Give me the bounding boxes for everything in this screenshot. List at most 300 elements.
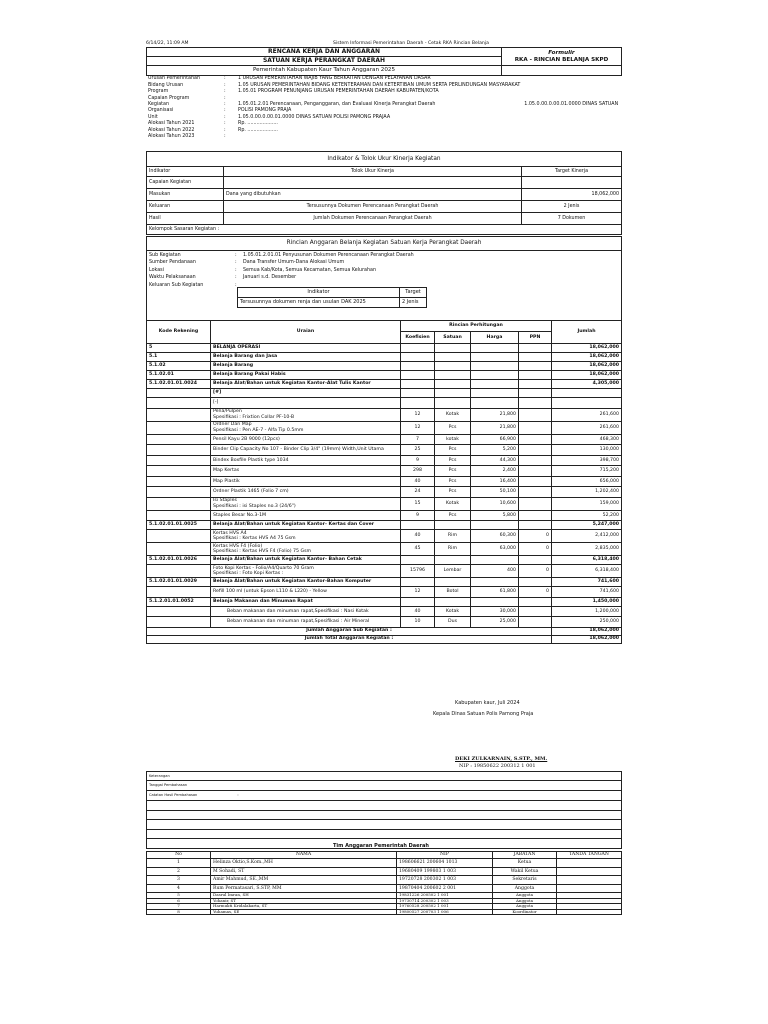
satuan bbox=[435, 389, 471, 398]
budget-row bbox=[147, 597, 622, 606]
rincian-label: Keluaran Sub Kegiatan bbox=[149, 282, 204, 288]
koefisien bbox=[401, 597, 435, 606]
koefisien bbox=[401, 353, 435, 362]
budget-row bbox=[147, 421, 622, 434]
satuan: Pcs bbox=[435, 476, 471, 487]
harga bbox=[471, 521, 519, 530]
header-kode: Kode Rekening bbox=[147, 321, 211, 344]
harga bbox=[471, 398, 519, 409]
jumlah bbox=[552, 389, 622, 398]
koefisien bbox=[401, 556, 435, 565]
kode-rekening: 5.1.02.01 bbox=[147, 371, 211, 380]
ppn bbox=[519, 521, 552, 530]
team-no: 2 bbox=[147, 867, 211, 876]
ppn: 0 bbox=[519, 565, 552, 578]
satuan: Kotak bbox=[435, 408, 471, 421]
header-ppn: PPN bbox=[519, 332, 552, 344]
kode-rekening bbox=[147, 445, 211, 456]
team-tanda-tangan bbox=[557, 859, 622, 868]
kode-rekening: 5.1.02.01.01.0025 bbox=[147, 521, 211, 530]
ppn bbox=[519, 408, 552, 421]
harga bbox=[471, 389, 519, 398]
ppn bbox=[519, 362, 552, 371]
koefisien: 9 bbox=[401, 455, 435, 466]
rincian-separator: : bbox=[235, 267, 237, 273]
indikator-row bbox=[147, 189, 622, 201]
sub-indikator-value: Tersusunnya dokumen renja dan usulan DAK 2025 bbox=[238, 298, 400, 308]
uraian: Belanja Makanan dan Minuman Rapat bbox=[211, 597, 401, 606]
jumlah: 741,600 bbox=[552, 587, 622, 598]
koefisien bbox=[401, 398, 435, 409]
team-nip: 19831226 200502 1 001 bbox=[397, 893, 493, 899]
indikator-name: Keluaran bbox=[147, 201, 224, 213]
info-label: Alokasi Tahun 2021 bbox=[148, 121, 195, 127]
kode-rekening bbox=[147, 389, 211, 398]
team-nip: 19800527 200703 1 006 bbox=[397, 909, 493, 915]
indikator-row bbox=[147, 213, 622, 225]
uraian: Ordner Plastik 1465 (Folio 7 cm) bbox=[211, 487, 401, 498]
budget-row bbox=[147, 510, 622, 521]
budget-row bbox=[147, 521, 622, 530]
harga bbox=[471, 344, 519, 353]
info-value: 1.05.01.2.01 Perencanaan, Penganggaran, dan Evaluasi Kinerja Perangkat Daerah bbox=[238, 102, 436, 107]
total-label: Jumlah Total Anggaran Kegiatan : bbox=[147, 635, 552, 643]
form-label: Formulir bbox=[548, 50, 575, 57]
harga: 21,800 bbox=[471, 421, 519, 434]
indikator-tolok-ukur: Jumlah Dokumen Perencanaan Perangkat Daerah bbox=[224, 213, 522, 225]
rincian-value: Semua Kab/Kota, Semua Kecamatan, Semua Kelurahan bbox=[243, 267, 377, 273]
budget-row bbox=[147, 606, 622, 617]
ppn bbox=[519, 476, 552, 487]
rincian-value: Januari s.d. Desember bbox=[243, 275, 297, 281]
jumlah: 261,600 bbox=[552, 408, 622, 421]
jumlah: 2,835,000 bbox=[552, 543, 622, 556]
kode-rekening bbox=[147, 487, 211, 498]
jumlah: 1,202,400 bbox=[552, 487, 622, 498]
harga bbox=[471, 380, 519, 389]
rincian-field bbox=[147, 260, 416, 268]
team-nip: 198606621 200604 1013 bbox=[397, 859, 493, 868]
info-separator: : bbox=[224, 95, 226, 101]
team-jabatan: Ketua bbox=[493, 859, 557, 868]
harga: 16,400 bbox=[471, 476, 519, 487]
uraian: Map Kertas bbox=[211, 466, 401, 477]
team-nama: Dasrul Imran, SH bbox=[211, 893, 397, 899]
satuan: Pcs bbox=[435, 455, 471, 466]
team-row bbox=[147, 884, 622, 893]
uraian: Belanja Barang Pakai Habis bbox=[211, 371, 401, 380]
header-harga: Harga bbox=[471, 332, 519, 344]
signature-place-date: Kabupaten kaur, Juli 2024 bbox=[455, 700, 520, 706]
uraian: Belanja Alat/Bahan untuk Kegiatan Kantor- Bahan Cetak bbox=[211, 556, 401, 565]
info-row bbox=[146, 134, 622, 140]
satuan: Pcs bbox=[435, 487, 471, 498]
budget-row bbox=[147, 434, 622, 445]
uraian: Staples Besar No.3-1M bbox=[211, 510, 401, 521]
team-row bbox=[147, 867, 622, 876]
info-label: Alokasi Tahun 2023 bbox=[148, 133, 195, 139]
harga: 50,100 bbox=[471, 487, 519, 498]
notes-blank-row bbox=[147, 820, 622, 830]
budget-row bbox=[147, 466, 622, 477]
budget-row bbox=[147, 362, 622, 371]
rincian-label: Sumber Pendanaan bbox=[149, 260, 196, 266]
info-value: 1.05.0.00.0.00.01.0000 DINAS SATUAN POLISI PAMONG PRAJAA bbox=[238, 114, 391, 120]
satuan: Rim bbox=[435, 530, 471, 543]
budget-row bbox=[147, 389, 622, 398]
indikator-tolok-ukur: Tersusunnya Dokumen Perencanaan Perangkat Daerah bbox=[224, 201, 522, 213]
info-block bbox=[146, 76, 622, 140]
team-nip: 19870404 200602 2 001 bbox=[397, 884, 493, 893]
info-separator: : bbox=[224, 82, 226, 88]
indikator-header-col: Tolok Ukur Kinerja bbox=[224, 167, 522, 177]
harga: 30,000 bbox=[471, 606, 519, 617]
budget-row bbox=[147, 556, 622, 565]
jumlah: 656,000 bbox=[552, 476, 622, 487]
harga: 21,800 bbox=[471, 408, 519, 421]
satuan bbox=[435, 578, 471, 587]
koefisien: 24 bbox=[401, 487, 435, 498]
notes-keterangan: Keterangan bbox=[147, 772, 622, 781]
notes-blank-row bbox=[147, 801, 622, 811]
ppn bbox=[519, 398, 552, 409]
budget-row bbox=[147, 578, 622, 587]
satuan bbox=[435, 556, 471, 565]
harga: 2,400 bbox=[471, 466, 519, 477]
info-separator: : bbox=[224, 114, 226, 120]
indikator-target: 2 Jenis bbox=[522, 201, 622, 213]
team-header: NIP bbox=[397, 852, 493, 859]
info-label: Bidang Urusan bbox=[148, 82, 184, 88]
rincian-separator: : bbox=[235, 252, 237, 258]
info-separator: : bbox=[224, 121, 226, 127]
notes-colon: : bbox=[237, 793, 239, 798]
budget-table bbox=[146, 320, 622, 644]
ppn bbox=[519, 434, 552, 445]
ppn bbox=[519, 466, 552, 477]
budget-row bbox=[147, 497, 622, 510]
info-separator: : bbox=[224, 108, 226, 114]
ppn: 0 bbox=[519, 587, 552, 598]
harga: 63,000 bbox=[471, 543, 519, 556]
team-nama: Harmukti Kridalakarta, ST bbox=[211, 904, 397, 910]
uraian: [-] bbox=[211, 398, 401, 409]
jumlah: 18,062,000 bbox=[552, 353, 622, 362]
kode-rekening bbox=[147, 565, 211, 578]
ppn bbox=[519, 617, 552, 628]
satuan: Kotak bbox=[435, 606, 471, 617]
koefisien bbox=[401, 578, 435, 587]
koefisien bbox=[401, 371, 435, 380]
notes-tanggal: Tanggal Pembahasan bbox=[147, 781, 622, 791]
kode-rekening bbox=[147, 543, 211, 556]
uraian: Pensil Kayu 2B 9000 (12pcs) bbox=[211, 434, 401, 445]
team-no: 4 bbox=[147, 884, 211, 893]
uraian: BELANJA OPERASI bbox=[211, 344, 401, 353]
header-koefisien: Koefisien bbox=[401, 332, 435, 344]
info-value: 1 URUSAN PEMERINTAHAN WAJIB YANG BERKAITAN DENGAN PELAYANAN DASAR bbox=[238, 76, 431, 82]
title-line-2: SATUAN KERJA PERANGKAT DAERAH bbox=[147, 57, 502, 66]
harga bbox=[471, 556, 519, 565]
team-jabatan: Koordinator bbox=[493, 909, 557, 915]
kode-rekening bbox=[147, 398, 211, 409]
koefisien bbox=[401, 389, 435, 398]
indikator-tolok-ukur: Dana yang dibutuhkan bbox=[224, 189, 522, 201]
title-block bbox=[146, 47, 622, 76]
jumlah: 5,247,000 bbox=[552, 521, 622, 530]
satuan bbox=[435, 362, 471, 371]
budget-row bbox=[147, 353, 622, 362]
budget-row bbox=[147, 408, 622, 421]
uraian: Belanja Alat/Bahan untuk Kegiatan Kantor-Bahan Komputer bbox=[211, 578, 401, 587]
title-line-1: RENCANA KERJA DAN ANGGARAN bbox=[147, 48, 502, 57]
team-row bbox=[147, 909, 622, 915]
info-separator: : bbox=[224, 127, 226, 133]
budget-row bbox=[147, 445, 622, 456]
info-extra: 1.05.0.00.0.00.01.0000 DINAS SATUAN bbox=[524, 102, 619, 107]
indikator-title: Indikator & Tolok Ukur Kinerja Kegiatan bbox=[147, 152, 622, 167]
ppn bbox=[519, 353, 552, 362]
indikator-row bbox=[147, 201, 622, 213]
kode-rekening bbox=[147, 434, 211, 445]
uraian: Belanja Barang dan Jasa bbox=[211, 353, 401, 362]
jumlah: 250,000 bbox=[552, 617, 622, 628]
jumlah: 18,062,000 bbox=[552, 371, 622, 380]
team-no: 7 bbox=[147, 904, 211, 910]
budget-row bbox=[147, 587, 622, 598]
team-nama: Rum Permatasari, S.STP, MM bbox=[211, 884, 397, 893]
info-label: Alokasi Tahun 2022 bbox=[148, 127, 195, 133]
satuan bbox=[435, 597, 471, 606]
koefisien: 40 bbox=[401, 606, 435, 617]
info-label: Organisasi bbox=[148, 108, 174, 114]
indikator-header-col: Indikator bbox=[147, 167, 224, 177]
koefisien: 298 bbox=[401, 466, 435, 477]
kode-rekening bbox=[147, 617, 211, 628]
kode-rekening: 5.1.02.01.01.0029 bbox=[147, 578, 211, 587]
jumlah: 715,200 bbox=[552, 466, 622, 477]
budget-row bbox=[147, 455, 622, 466]
indikator-table bbox=[146, 151, 622, 235]
kode-rekening bbox=[147, 587, 211, 598]
uraian: Kertas HVS A4 Spesifikasi : Kertas HVS A4 75 Gsm bbox=[211, 530, 401, 543]
print-system-name: Sistem Informasi Pemerintahan Daerah - Cetak RKA Rincian Belanja bbox=[333, 41, 489, 46]
satuan: Rim bbox=[435, 543, 471, 556]
rincian-label: Waktu Pelaksanaan bbox=[149, 275, 196, 281]
indikator-target bbox=[522, 177, 622, 189]
info-extra bbox=[522, 134, 622, 140]
jumlah: 18,062,000 bbox=[552, 362, 622, 371]
rincian-field bbox=[147, 275, 416, 283]
uraian: Pena/Pulpen Spesifikasi : Frixtion Collar PF-10-B bbox=[211, 408, 401, 421]
team-jabatan: Anggota bbox=[493, 898, 557, 904]
info-label: Unit bbox=[148, 114, 158, 120]
total-sub-label: Jumlah Anggaran Sub Kegiatan : bbox=[147, 627, 552, 635]
kode-rekening: 5.1.2.01.01.0052 bbox=[147, 597, 211, 606]
satuan: Pcs bbox=[435, 421, 471, 434]
harga: 400 bbox=[471, 565, 519, 578]
uraian: [#] bbox=[211, 389, 401, 398]
signature-position: Kepala Dinas Satuan Polis Pamong Praja bbox=[433, 711, 534, 717]
team-tanda-tangan bbox=[557, 867, 622, 876]
rincian-label: Lokasi bbox=[149, 267, 164, 273]
koefisien: 12 bbox=[401, 587, 435, 598]
total-sub-value: 18,062,000 bbox=[552, 627, 622, 635]
rincian-label: Sub Kegiatan bbox=[149, 252, 181, 258]
harga bbox=[471, 362, 519, 371]
team-no: 3 bbox=[147, 876, 211, 885]
info-separator: : bbox=[224, 89, 226, 95]
koefisien bbox=[401, 362, 435, 371]
rincian-title: Rincian Anggaran Belanja Kegiatan Satuan Kerja Perangkat Daerah bbox=[147, 237, 621, 251]
notes-blank-row bbox=[147, 810, 622, 820]
form-box bbox=[502, 48, 622, 66]
uraian: Binder Clip Capacity No 107 - Binder Clip 3/4" (19mm) Width,Unit Utama bbox=[211, 445, 401, 456]
rincian-field bbox=[147, 252, 416, 260]
satuan: kotak bbox=[435, 434, 471, 445]
satuan bbox=[435, 353, 471, 362]
info-separator: : bbox=[224, 133, 226, 139]
satuan: Pcs bbox=[435, 466, 471, 477]
harga bbox=[471, 578, 519, 587]
header-satuan: Satuan bbox=[435, 332, 471, 344]
jumlah: 6,318,400 bbox=[552, 565, 622, 578]
team-jabatan: Sekretaris bbox=[493, 876, 557, 885]
harga: 5,200 bbox=[471, 445, 519, 456]
rincian-separator: : bbox=[235, 260, 237, 266]
ppn bbox=[519, 578, 552, 587]
budget-row bbox=[147, 344, 622, 353]
satuan: Pcs bbox=[435, 445, 471, 456]
budget-row bbox=[147, 530, 622, 543]
kode-rekening bbox=[147, 466, 211, 477]
team-row bbox=[147, 859, 622, 868]
team-no: 6 bbox=[147, 898, 211, 904]
uraian: Belanja Alat/Bahan untuk Kegiatan Kantor- Kertas dan Cover bbox=[211, 521, 401, 530]
kode-rekening bbox=[147, 510, 211, 521]
kode-rekening bbox=[147, 421, 211, 434]
info-label: Kegiatan bbox=[148, 102, 170, 107]
team-header: NAMA bbox=[211, 852, 397, 859]
team-jabatan: Anggota bbox=[493, 884, 557, 893]
jumlah: 741,600 bbox=[552, 578, 622, 587]
jumlah: 2,412,000 bbox=[552, 530, 622, 543]
satuan: Lembar bbox=[435, 565, 471, 578]
rincian-value: 1.05.01.2.01.01 Penyusunan Dokumen Perencanaan Perangkat Daerah bbox=[243, 252, 414, 258]
indikator-header-col: Target Kinerja bbox=[522, 167, 622, 177]
team-tanda-tangan bbox=[557, 909, 622, 915]
sub-target-value: 2 Jenis bbox=[400, 298, 427, 308]
info-label: Urusan Pemerintahan bbox=[148, 76, 201, 82]
title-subtitle: Pemerintah Kabupaten Kaur Tahun Anggaran 2025 bbox=[147, 66, 502, 76]
info-value: 1.05.01 PROGRAM PENUNJANG URUSAN PEMERINTAHAN DAERAH KABUPATEN/KOTA bbox=[238, 89, 439, 95]
budget-row bbox=[147, 371, 622, 380]
koefisien: 10 bbox=[401, 617, 435, 628]
satuan bbox=[435, 371, 471, 380]
team-jabatan: Anggota bbox=[493, 904, 557, 910]
indikator-target: 18,062,000 bbox=[522, 189, 622, 201]
ppn: 0 bbox=[519, 530, 552, 543]
form-code: RKA - RINCIAN BELANJA SKPD bbox=[514, 56, 609, 63]
rincian-fields bbox=[147, 252, 416, 290]
ppn bbox=[519, 487, 552, 498]
ppn bbox=[519, 455, 552, 466]
koefisien: 40 bbox=[401, 476, 435, 487]
ppn bbox=[519, 510, 552, 521]
indikator-tolok-ukur bbox=[224, 177, 522, 189]
kode-rekening bbox=[147, 455, 211, 466]
info-value: 1.05 URUSAN PEMERINTAHAN BIDANG KETENTERAMAN DAN KETERTIBAN UMUM SERTA PERLINDUNGAN MASYARAKAT bbox=[238, 82, 521, 88]
kode-rekening bbox=[147, 408, 211, 421]
harga bbox=[471, 597, 519, 606]
koefisien: 15 bbox=[401, 497, 435, 510]
koefisien: 25 bbox=[401, 445, 435, 456]
team-nama: Yuhamas, SE bbox=[211, 909, 397, 915]
header-uraian: Uraian bbox=[211, 321, 401, 344]
jumlah bbox=[552, 398, 622, 409]
rincian-separator: : bbox=[235, 275, 237, 281]
header-jumlah: Jumlah bbox=[552, 321, 622, 344]
jumlah: 1,450,000 bbox=[552, 597, 622, 606]
team-no: 5 bbox=[147, 893, 211, 899]
team-nip: 19760528 200502 1 001 bbox=[397, 904, 493, 910]
team-nip: 19720728 200302 1 003 bbox=[397, 876, 493, 885]
header-rincian: Rincian Perhitungan bbox=[401, 321, 552, 332]
rincian-section bbox=[146, 236, 622, 321]
jumlah: 1,200,000 bbox=[552, 606, 622, 617]
budget-row bbox=[147, 398, 622, 409]
jumlah: 18,062,000 bbox=[552, 344, 622, 353]
ppn bbox=[519, 421, 552, 434]
team-header: JABATAN bbox=[493, 852, 557, 859]
indikator-target: 7 Dokumen bbox=[522, 213, 622, 225]
jumlah: 6,318,400 bbox=[552, 556, 622, 565]
ppn bbox=[519, 606, 552, 617]
jumlah: 130,000 bbox=[552, 445, 622, 456]
jumlah: 398,700 bbox=[552, 455, 622, 466]
koefisien: 15796 bbox=[401, 565, 435, 578]
satuan bbox=[435, 521, 471, 530]
jumlah: 261,600 bbox=[552, 421, 622, 434]
harga bbox=[471, 353, 519, 362]
uraian: Foto Kopi Kertas - Folio/A4/Quarto 70 Gram Spesifikasi : Foto Kopi Kertas : bbox=[211, 565, 401, 578]
budget-row bbox=[147, 487, 622, 498]
uraian: Ordner Dan Map Spesifikasi : Pen AE-7 - Alfa Tip 0.5mm bbox=[211, 421, 401, 434]
budget-row bbox=[147, 617, 622, 628]
ppn bbox=[519, 344, 552, 353]
harga: 10,600 bbox=[471, 497, 519, 510]
info-label: Program bbox=[148, 89, 169, 95]
sub-target-header: Target bbox=[400, 288, 427, 298]
harga: 60,300 bbox=[471, 530, 519, 543]
budget-row bbox=[147, 565, 622, 578]
harga: 66,900 bbox=[471, 434, 519, 445]
koefisien: 40 bbox=[401, 530, 435, 543]
satuan bbox=[435, 344, 471, 353]
kode-rekening: 5.1.02.01.01.0026 bbox=[147, 556, 211, 565]
team-header: No bbox=[147, 852, 211, 859]
koefisien bbox=[401, 521, 435, 530]
team-nama: M Sohadi, ST bbox=[211, 867, 397, 876]
koefisien: 45 bbox=[401, 543, 435, 556]
team-nama: Helinza Oktio,S.Kom.,MH bbox=[211, 859, 397, 868]
notes-catatan bbox=[147, 791, 622, 801]
satuan: Pcs bbox=[435, 510, 471, 521]
info-value bbox=[236, 134, 522, 140]
info-value: POLISI PAMONG PRAJA bbox=[238, 108, 292, 114]
kode-rekening bbox=[147, 606, 211, 617]
team-table bbox=[146, 851, 622, 915]
